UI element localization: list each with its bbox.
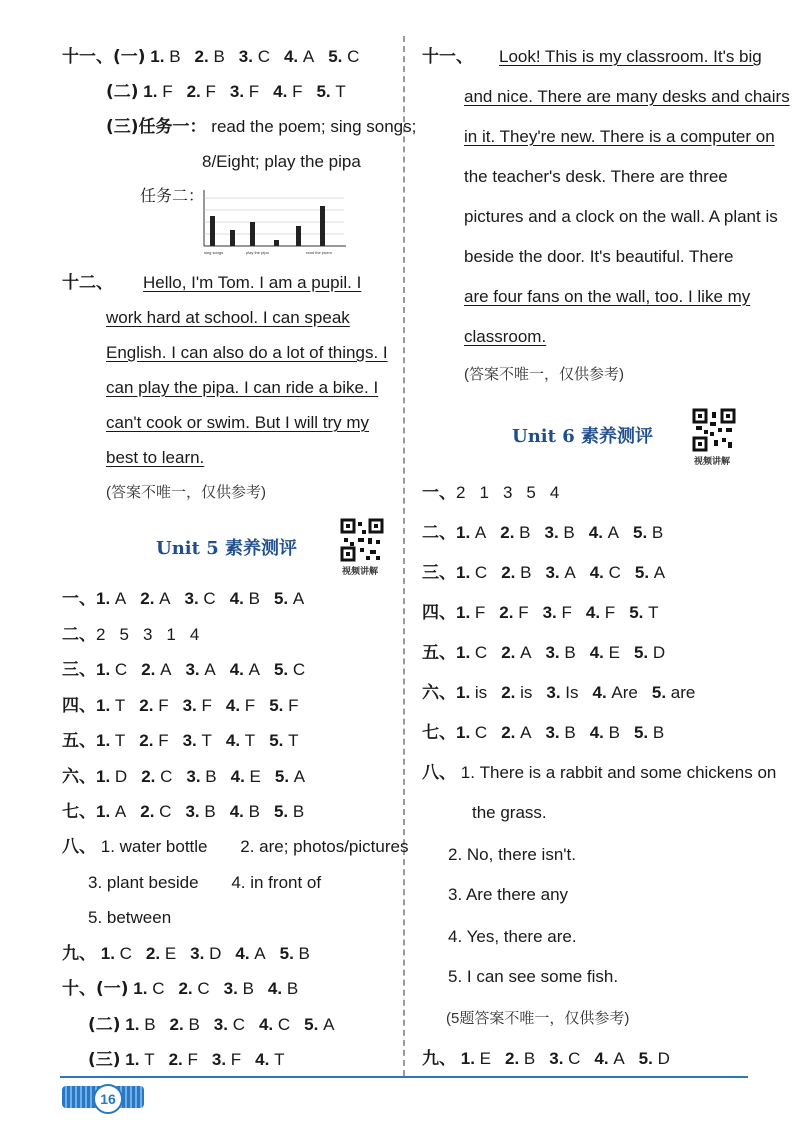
answer-item: 5. C — [328, 47, 360, 66]
answer-item: 1. F — [143, 82, 173, 101]
answer-row — [106, 116, 416, 138]
section-label: 十一、(一) — [62, 47, 146, 67]
essay-line: work hard at school. I can speak — [106, 308, 350, 327]
answer-items — [96, 802, 304, 821]
answer-item: 2. A — [140, 589, 171, 608]
section-label: 三、 — [62, 660, 96, 680]
answer-item: 5 — [119, 624, 129, 644]
answer-item: 4 — [189, 624, 200, 644]
answer-text: 3. Are there any — [448, 885, 569, 904]
essay-line: beside the door. It's beautiful. There — [464, 247, 734, 266]
section-label: 四、 — [62, 695, 96, 716]
answer-item: 5. T — [269, 731, 299, 750]
answer-row — [62, 943, 310, 965]
answer-item: 3. B — [544, 523, 575, 542]
answer-item: 3. F — [211, 1050, 242, 1069]
answer-item: 3. C — [184, 589, 216, 608]
task-label: 任务二： — [140, 188, 205, 205]
answer-item: 5. A — [274, 766, 306, 786]
answer-item: 3. A — [545, 563, 576, 582]
answer-item: 1. A — [96, 589, 127, 608]
answer-row — [422, 682, 695, 704]
mini-bar — [320, 206, 325, 246]
answer-item: 1. C — [100, 944, 132, 963]
section-label: (二) — [88, 1015, 121, 1035]
answer-item: 4. C — [589, 563, 621, 582]
section-label: 十二、 — [62, 273, 113, 293]
section-label: 八、 — [422, 763, 456, 783]
answer-item: 1. C — [456, 643, 488, 662]
essay-line: can play the pipa. I can ride a bike. I — [106, 378, 379, 397]
answer-item: 5. A — [304, 1015, 335, 1034]
answer-item: 5. T — [629, 603, 659, 622]
section-label: (三) — [88, 1050, 121, 1070]
column-divider — [403, 36, 405, 1076]
answer-item: 2. B — [504, 1049, 536, 1068]
section-label: 七、 — [422, 723, 456, 743]
section-label: 三、 — [422, 563, 456, 583]
answer-items — [456, 563, 665, 582]
section-label: (二) — [106, 82, 139, 102]
answer-item: 1. A — [456, 523, 487, 542]
answer-item: 2. B — [169, 1015, 200, 1034]
answer-item: 5. B — [633, 723, 665, 742]
answer-item: 3. F — [182, 695, 212, 715]
section-label: (三)任务一： — [106, 117, 207, 137]
answer-items — [456, 523, 663, 542]
answer-item: 5. are — [651, 683, 696, 702]
answer-item: 2. B — [500, 523, 531, 542]
answer-row — [88, 1049, 284, 1071]
answer-item: 1. D — [96, 766, 128, 786]
answer-item: 5 — [526, 483, 536, 502]
essay-line: English. I can also do a lot of things. I — [106, 343, 388, 362]
answer-row — [422, 602, 658, 624]
note: (答案不唯一，仅供参考) — [464, 366, 624, 383]
answer-items — [96, 660, 305, 679]
answer-items — [96, 589, 304, 608]
answer-item: 3. F — [229, 82, 260, 101]
essay-line: best to learn. — [106, 448, 205, 467]
answer-item: 1. T — [96, 731, 126, 750]
mini-bar — [296, 226, 301, 246]
answer-item: 3. B — [186, 766, 217, 786]
answer-item: 5. D — [638, 1049, 670, 1068]
answer-item: 4. A — [594, 1049, 625, 1068]
qr-label: 视频讲解 — [694, 456, 731, 466]
answer-item: 1. is — [456, 683, 488, 702]
answer-item: 4. A — [283, 47, 315, 66]
answer-item: 2. B — [194, 47, 225, 66]
section-label: 十一、 — [422, 47, 473, 67]
answer-item: 3. B — [223, 979, 254, 998]
footer-rule — [60, 1076, 748, 1078]
answer-items — [456, 723, 664, 742]
answer-item: 4 — [549, 483, 560, 502]
answer-item: 3. B — [545, 723, 576, 742]
answer-item: 2 — [96, 624, 106, 644]
answer-item: 1. C — [133, 979, 165, 998]
essay-line: can't cook or swim. But I will try my — [106, 413, 370, 432]
answer-item: 4. B — [229, 802, 260, 821]
answer-item: 4. Are — [592, 683, 638, 702]
answer-item: 2. F — [499, 603, 529, 622]
answer-item: 1. T — [96, 695, 126, 715]
answer-item: 1. E — [460, 1049, 491, 1068]
answer-item: 2. F — [186, 82, 216, 101]
mini-bar — [230, 230, 235, 246]
mini-bar — [274, 240, 279, 246]
mini-bar-chart — [196, 186, 356, 256]
answer-item: 4. A — [588, 523, 619, 542]
mini-chart-label: read the poem — [306, 250, 332, 255]
answer-item: 5. A — [273, 589, 305, 608]
section-label: 十、(一) — [62, 979, 129, 999]
answer-item: 4. T — [255, 1050, 285, 1069]
section-label: 八、 — [62, 837, 96, 857]
unit-title: Unit 5 素养测评 — [156, 538, 297, 559]
answer-row — [88, 1014, 334, 1036]
mini-bar — [250, 222, 255, 246]
answer-item: 2. E — [145, 944, 177, 963]
essay-line: are four fans on the wall, too. I like my — [464, 287, 751, 306]
answer-items — [96, 731, 298, 750]
section-label: 六、 — [62, 766, 96, 787]
answer-text: 1. There is a rabbit and some chickens on — [460, 763, 777, 782]
answer-item: 3. B — [185, 802, 216, 821]
answer-items — [96, 696, 298, 715]
answer-item: 4. F — [225, 695, 256, 715]
answer-item: 4. E — [589, 643, 620, 662]
answer-row — [422, 562, 665, 584]
answer-items — [96, 767, 305, 786]
answer-text: 4. Yes, there are. — [448, 927, 577, 946]
answer-item: 4. A — [235, 944, 266, 963]
answer-item: 4. B — [267, 979, 299, 998]
section-label: 九、 — [62, 944, 96, 964]
answer-item: 3. B — [545, 643, 576, 662]
answer-item: 5. C — [273, 660, 306, 679]
answer-row — [62, 836, 408, 858]
answer-row — [62, 659, 305, 681]
answer-item: 3. T — [182, 731, 212, 750]
answer-item: 5. D — [633, 643, 666, 662]
answer-items — [133, 979, 298, 998]
answer-item: 3. A — [185, 660, 216, 679]
answer-items — [96, 625, 199, 644]
answer-item: 2. C — [140, 802, 172, 821]
answer-item: 2. A — [501, 723, 532, 742]
section-label: 二、 — [422, 523, 456, 543]
answer-item: 5. B — [273, 802, 305, 821]
answer-row — [88, 872, 321, 894]
page-number: 16 — [93, 1084, 123, 1114]
essay-line: the teacher's desk. There are three — [464, 167, 728, 186]
answer-item: 5. B — [633, 523, 664, 542]
answer-item: 3. C — [213, 1015, 245, 1034]
answer-item: 2 — [456, 483, 466, 502]
answer-row — [62, 624, 199, 646]
answer-item: 5. B — [279, 944, 310, 963]
section-label: 一、 — [422, 483, 456, 503]
answer-row — [62, 978, 298, 1000]
answer-item: 2. is — [501, 683, 533, 702]
answer-row — [62, 46, 359, 68]
answer-item: 1. F — [456, 603, 486, 622]
answer-items — [150, 47, 359, 66]
answer-item: 2. A — [501, 643, 532, 662]
answer-text: the grass. — [472, 803, 547, 822]
answer-text: 8/Eight; play the pipa — [202, 152, 361, 171]
answer-row — [422, 762, 776, 784]
answer-item: 4. E — [230, 766, 261, 786]
answer-items — [461, 1049, 670, 1068]
answer-item: 1 — [166, 624, 176, 644]
answer-item: 3. D — [190, 944, 222, 963]
answer-items — [456, 643, 665, 662]
answer-item: 1. B — [125, 1015, 156, 1034]
answer-item: 1. T — [125, 1050, 155, 1069]
mini-chart-label: sing songs — [204, 250, 224, 255]
section-label: 五、 — [422, 643, 456, 663]
answer-row — [422, 722, 664, 744]
section-label: 四、 — [422, 603, 456, 623]
mini-chart-label: play the pipa — [246, 250, 269, 255]
answer-item: 3 — [142, 624, 153, 644]
answer-row — [422, 1048, 670, 1070]
answer-item: 3. C — [549, 1049, 581, 1068]
unit-title: Unit 6 素养测评 — [512, 426, 653, 447]
answer-item: 2. A — [141, 660, 172, 679]
qr-code-icon[interactable] — [340, 518, 384, 562]
answer-item: 1. C — [456, 563, 488, 582]
mini-bar — [210, 216, 215, 246]
section-label: 五、 — [62, 731, 96, 751]
answer-item: 4. B — [589, 723, 620, 742]
answer-item: 5. A — [634, 563, 666, 582]
section-label: 六、 — [422, 683, 456, 703]
section-label: 一、 — [62, 589, 96, 609]
section-label: 七、 — [62, 802, 96, 822]
answer-item: 1 — [479, 483, 489, 502]
answer-items — [101, 944, 310, 963]
answer-row — [422, 482, 559, 504]
answer-item: 2. C — [178, 979, 210, 998]
answer-text: 3. plant beside — [88, 873, 199, 892]
section-label: 二、 — [62, 624, 96, 645]
answer-text: 5. I can see some fish. — [448, 967, 619, 986]
answer-row — [62, 730, 298, 752]
answer-item: 4. A — [229, 660, 260, 679]
answer-row — [62, 801, 304, 823]
answer-item: 3 — [502, 483, 513, 502]
section-label: 九、 — [422, 1049, 456, 1069]
answer-items — [456, 603, 658, 622]
answer-row — [62, 695, 298, 717]
qr-label: 视频讲解 — [342, 566, 379, 576]
answer-item: 1. C — [456, 723, 488, 742]
answer-item: 2. C — [141, 766, 173, 786]
answer-item: 3. Is — [546, 683, 579, 702]
answer-item: 3. F — [542, 603, 572, 622]
answer-item: 4. C — [258, 1015, 291, 1034]
answer-item: 2. F — [139, 695, 169, 715]
answer-item: 4. B — [229, 589, 260, 608]
answer-row — [62, 588, 304, 610]
answer-item: 5. T — [316, 82, 346, 101]
answer-item: 2. B — [501, 563, 532, 582]
qr-code-icon[interactable] — [692, 408, 736, 452]
answer-item: 4. T — [225, 731, 256, 750]
note: (5题答案不唯一，仅供参考) — [446, 1010, 630, 1027]
answer-item: 3. C — [238, 47, 270, 66]
answer-items — [125, 1015, 334, 1034]
essay-line: classroom. — [464, 327, 547, 346]
answer-item: 2. F — [139, 731, 169, 750]
answer-row — [422, 522, 663, 544]
answer-row — [106, 81, 346, 103]
answer-item: 1. A — [96, 802, 127, 821]
answer-items — [456, 683, 695, 702]
essay-line: in it. They're new. There is a computer on — [464, 127, 775, 146]
answer-items — [143, 82, 345, 101]
answer-item: 2. F — [168, 1050, 198, 1069]
answer-items — [125, 1050, 284, 1069]
essay-line: Hello, I'm Tom. I am a pupil. I — [143, 273, 362, 292]
answer-item: 1. C — [96, 660, 128, 679]
note: (答案不唯一，仅供参考) — [106, 484, 266, 501]
answer-items — [456, 483, 559, 502]
essay-line: pictures and a clock on the wall. A plant is — [464, 207, 778, 226]
answer-text: 2. are; photos/pictures — [240, 837, 409, 856]
answer-item: 1. B — [150, 47, 181, 66]
answer-text: 4. in front of — [231, 873, 322, 892]
answer-item: 4. F — [585, 603, 616, 622]
answer-item: 5. F — [269, 695, 299, 715]
answer-text: 5. between — [88, 908, 172, 927]
answer-text: 2. No, there isn't. — [448, 845, 576, 864]
answer-row — [422, 642, 665, 664]
answer-text: 1. water bottle — [100, 837, 208, 856]
answer-item: 4. F — [273, 82, 303, 101]
essay-line: and nice. There are many desks and chairs — [464, 87, 790, 106]
answer-text: read the poem; sing songs; — [211, 117, 417, 136]
answer-row — [62, 766, 305, 788]
essay-line: Look! This is my classroom. It's big — [499, 47, 762, 66]
